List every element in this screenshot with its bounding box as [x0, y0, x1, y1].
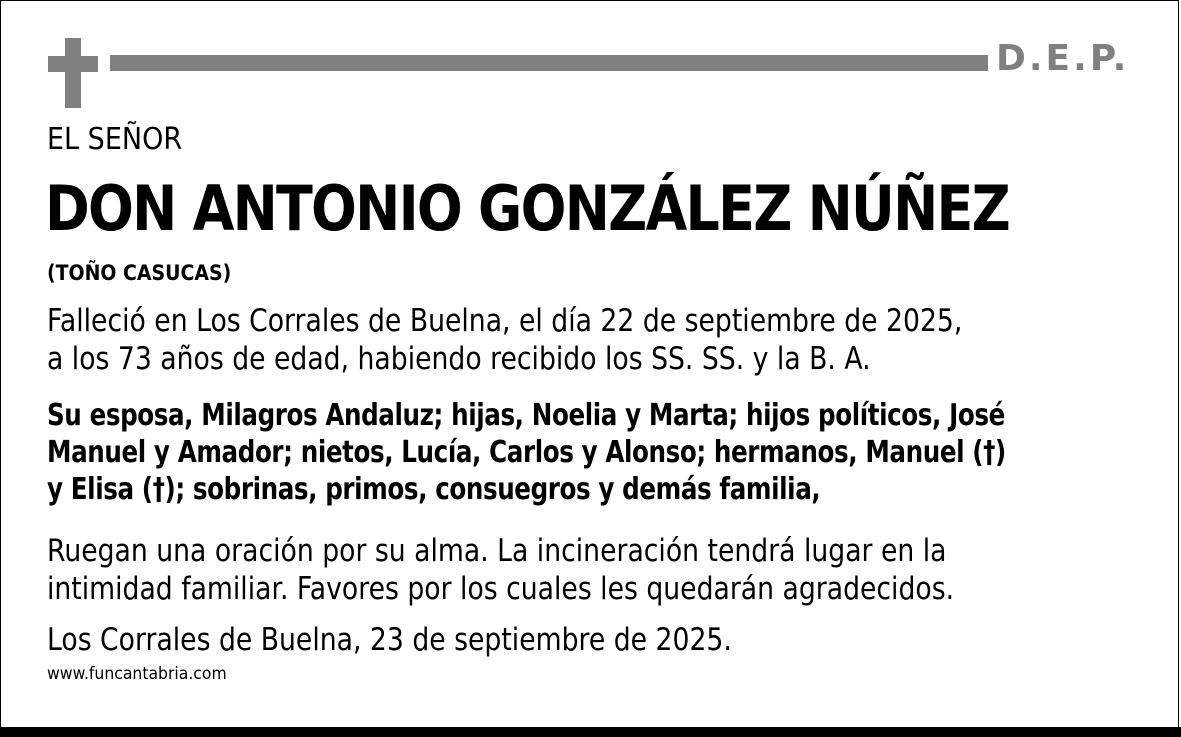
cross-icon [48, 38, 98, 108]
dep-label: D.E.P. [996, 38, 1130, 79]
family-line: Su esposa, Milagros Andaluz; hijas, Noelia y Marta; hijos políticos, José [47, 398, 1005, 433]
request-paragraph [47, 532, 954, 608]
request-line: Ruegan una oración por su alma. La incineración tendrá lugar en la [47, 533, 947, 569]
death-line: a los 73 años de edad, habiendo recibido los SS. SS. y la B. A. [47, 341, 871, 377]
family-line: y Elisa (†); sobrinas, primos, consuegros y demás familia, [47, 472, 821, 507]
website-link[interactable]: www.funcantabria.com [47, 664, 227, 684]
deceased-name: DON ANTONIO GONZÁLEZ NÚÑEZ [45, 172, 1009, 245]
place-date-paragraph [47, 621, 732, 659]
death-line: Falleció en Los Corrales de Buelna, el día 22 de septiembre de 2025, [47, 303, 963, 339]
request-line: intimidad familiar. Favores por los cuales les quedarán agradecidos. [47, 571, 955, 607]
death-paragraph [47, 302, 962, 378]
family-paragraph [47, 397, 1006, 508]
honorific: EL SEÑOR [47, 122, 183, 157]
bottom-border-bar [0, 727, 1181, 737]
place-date: Los Corrales de Buelna, 23 de septiembre de 2025. [47, 622, 732, 658]
header-rule [110, 55, 988, 71]
family-line: Manuel y Amador; nietos, Lucía, Carlos y Alonso; hermanos, Manuel (†) [47, 435, 1006, 470]
nickname: (TOÑO CASUCAS) [47, 261, 232, 285]
